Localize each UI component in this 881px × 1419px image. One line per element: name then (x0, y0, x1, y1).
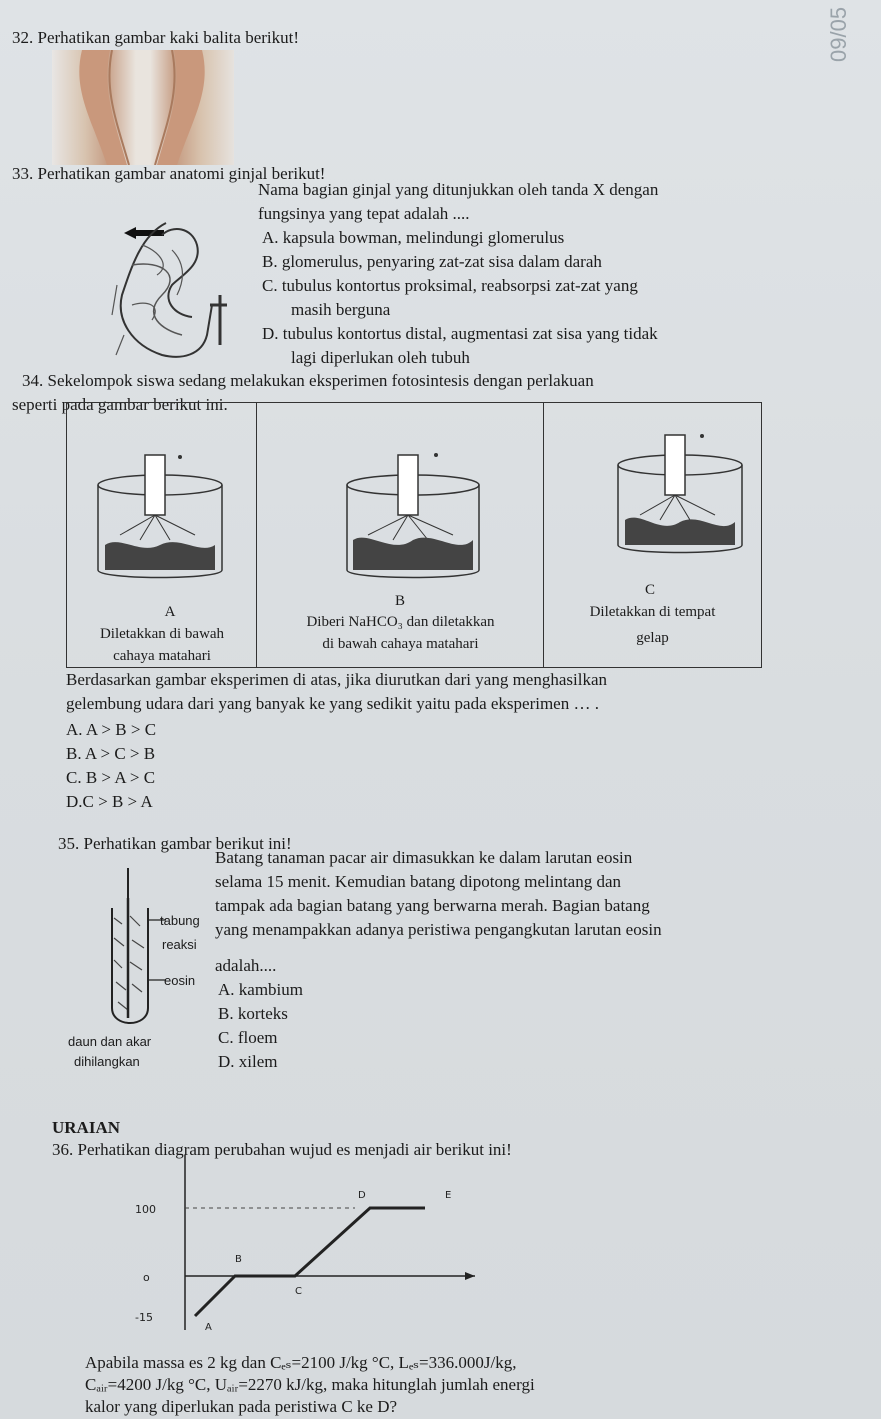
q33-option-c-cont: masih berguna (291, 300, 391, 319)
panel-c-letter: C (644, 582, 655, 598)
q33-option-d-cont: lagi diperlukan oleh tubuh (291, 348, 470, 367)
phase-change-chart (125, 1145, 485, 1335)
q33-option-d: D. tubulus kontortus distal, augmentasi zat sisa yang tidak (262, 324, 658, 343)
q34-intro-line2: seperti pada gambar berikut ini. (12, 395, 228, 414)
point-label-e: E (445, 1190, 452, 1201)
label-reaksi: reaksi (162, 937, 197, 952)
beaker-a (90, 445, 230, 585)
label-eosin: eosin (164, 973, 196, 988)
panel-c-caption-line2: gelap (636, 630, 669, 646)
label-daun-line2: dihilangkan (74, 1054, 140, 1069)
q36-body-line2: Cₐᵢᵣ=4200 J/kg °C, Uₐᵢᵣ=2270 kJ/kg, maka hitunglah jumlah energi (85, 1375, 535, 1394)
q33-option-b: B. glomerulus, penyaring zat-zat sisa dalam darah (262, 252, 602, 271)
panel-a-caption-line1: Diletakkan di bawah (99, 626, 225, 642)
panel-a-caption-line2: cahaya matahari (113, 648, 211, 664)
test-tube-diagram (100, 868, 180, 1038)
figure-divider-2 (543, 403, 544, 667)
q35-body-line4: yang menampakkan adanya peristiwa pengangkutan larutan eosin (215, 920, 662, 939)
q35-option-a: A. kambium (218, 980, 303, 999)
q36-body-line1: Apabila massa es 2 kg dan Cₑₛ=2100 J/kg °C, Lₑₛ=336.000J/kg, (85, 1353, 517, 1372)
q35-body-line3: tampak ada bagian batang yang berwarna merah. Bagian batang (215, 896, 650, 915)
point-label-c: C (295, 1286, 302, 1297)
q35-body-line1: Batang tanaman pacar air dimasukkan ke dalam larutan eosin (215, 848, 633, 867)
q34-option-a: A. A > B > C (66, 720, 157, 739)
q36-intro: 36. Perhatikan diagram perubahan wujud es menjadi air berikut ini! (52, 1140, 512, 1159)
q35-body-line5: adalah.... (215, 956, 277, 975)
q34-question-line2: gelembung udara dari yang banyak ke yang sedikit yaitu pada eksperimen … . (66, 694, 599, 713)
q33-intro: 33. Perhatikan gambar anatomi ginjal berikut! (12, 164, 326, 183)
point-label-d: D (358, 1190, 366, 1201)
q35-intro: 35. Perhatikan gambar berikut ini! (58, 834, 292, 853)
toddler-legs-photo (52, 50, 234, 165)
q36-body-line3: kalor yang diperlukan pada peristiwa C ke D? (85, 1397, 398, 1416)
q35-body-line2: selama 15 menit. Kemudian batang dipotong melintang dan (215, 872, 622, 891)
panel-b-caption-line1: Diberi NaHCO₃ dan diletakkan (306, 614, 495, 630)
kidney-nephron-diagram (102, 205, 252, 375)
beaker-c (610, 430, 750, 560)
y-tick-label: 100 (135, 1203, 156, 1216)
q35-option-d: D. xilem (218, 1052, 278, 1071)
x-axis-arrow (465, 1272, 475, 1280)
panel-a-letter: A (164, 604, 176, 620)
panel-c-caption-line1: Diletakkan di tempat (589, 604, 716, 620)
q35-option-c: C. floem (218, 1028, 278, 1047)
beaker-b (338, 445, 488, 585)
q34-option-c: C. B > A > C (66, 768, 156, 787)
y-tick-label: o (143, 1271, 150, 1284)
q33-option-c: C. tubulus kontortus proksimal, reabsorpsi zat-zat yang (262, 276, 638, 295)
label-tabung: tabung (160, 913, 200, 928)
q33-question-line1: Nama bagian ginjal yang ditunjukkan oleh tanda X dengan (258, 180, 659, 199)
q32-text: 32. Perhatikan gambar kaki balita berikut! (12, 28, 300, 47)
q33-question-line2: fungsinya yang tepat adalah .... (258, 204, 470, 223)
label-daun-line1: daun dan akar (68, 1034, 152, 1049)
legs-illustration (52, 50, 234, 165)
q33-option-a: A. kapsula bowman, melindungi glomerulus (262, 228, 565, 247)
y-tick-label: -15 (135, 1311, 153, 1324)
panel-b-letter: B (394, 593, 405, 609)
section-title: URAIAN (52, 1118, 120, 1137)
phase-curve (195, 1208, 425, 1316)
figure-divider-1 (256, 403, 257, 667)
q34-intro-line1: 34. Sekelompok siswa sedang melakukan eksperimen fotosintesis dengan perlakuan (22, 371, 594, 390)
q34-option-d: D.C > B > A (66, 792, 153, 811)
panel-b-caption-line2: di bawah cahaya matahari (322, 636, 479, 652)
q34-question-line1: Berdasarkan gambar eksperimen di atas, jika diurutkan dari yang menghasilkan (66, 670, 607, 689)
q34-option-b: B. A > C > B (66, 744, 156, 763)
q35-option-b: B. korteks (218, 1004, 288, 1023)
point-label-b: B (235, 1254, 242, 1265)
watermark: 09/05 (826, 6, 851, 62)
point-label-a: A (205, 1322, 212, 1333)
